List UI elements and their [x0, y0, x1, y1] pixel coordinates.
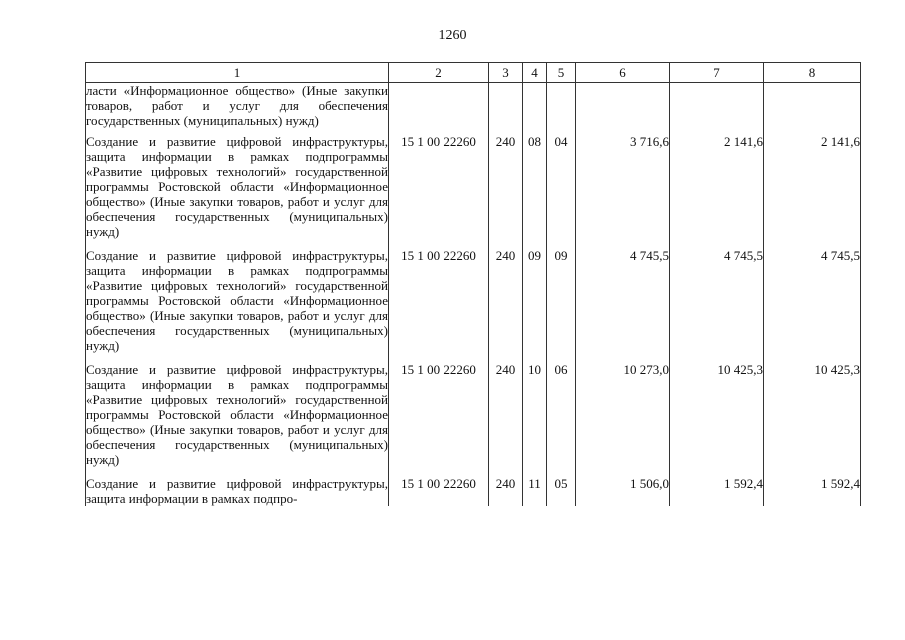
section-code: 09 [523, 248, 547, 362]
column-header: 5 [547, 63, 576, 83]
amount-2: 4 745,5 [670, 248, 764, 362]
amount-3 [764, 83, 861, 135]
expense-type: 240 [489, 248, 523, 362]
expense-name: Создание и развитие цифровой инфраструктуры, защита информации в рамках подпрограммы «Развитие цифровых технологий» государственной программы Ростовской области «Информационное общество» (Иные закупки товаров, работ и услуг для обеспечения государственных (муниципальных) нужд) [86, 248, 389, 362]
budget-table [85, 62, 861, 506]
amount-3: 10 425,3 [764, 362, 861, 476]
column-header: 2 [389, 63, 489, 83]
column-header: 7 [670, 63, 764, 83]
amount-2: 2 141,6 [670, 134, 764, 248]
target-article: 15 1 00 22260 [389, 476, 489, 506]
table-row [86, 362, 861, 476]
expense-type: 240 [489, 134, 523, 248]
amount-1: 10 273,0 [576, 362, 670, 476]
table-row [86, 83, 861, 135]
table-row [86, 134, 861, 248]
amount-1: 1 506,0 [576, 476, 670, 506]
amount-1: 3 716,6 [576, 134, 670, 248]
amount-1: 4 745,5 [576, 248, 670, 362]
subsection-code: 06 [547, 362, 576, 476]
subsection-code [547, 83, 576, 135]
expense-type: 240 [489, 476, 523, 506]
expense-name: ласти «Информационное общество» (Иные закупки товаров, работ и услуг для обеспечения государственных (муниципальных) нужд) [86, 83, 389, 135]
amount-2: 10 425,3 [670, 362, 764, 476]
section-code [523, 83, 547, 135]
header-row [86, 63, 861, 83]
target-article: 15 1 00 22260 [389, 362, 489, 476]
target-article [389, 83, 489, 135]
subsection-code: 05 [547, 476, 576, 506]
expense-name: Создание и развитие цифровой инфраструктуры, защита информации в рамках подпрограммы «Развитие цифровых технологий» государственной программы Ростовской области «Информационное общество» (Иные закупки товаров, работ и услуг для обеспечения государственных (муниципальных) нужд) [86, 134, 389, 248]
expense-name: Создание и развитие цифровой инфраструктуры, защита информации в рамках подпрограммы «Развитие цифровых технологий» государственной программы Ростовской области «Информационное общество» (Иные закупки товаров, работ и услуг для обеспечения государственных (муниципальных) нужд) [86, 362, 389, 476]
page-number: 1260 [438, 28, 467, 43]
amount-3: 1 592,4 [764, 476, 861, 506]
column-header: 1 [86, 63, 389, 83]
table-row [86, 248, 861, 362]
expense-type: 240 [489, 362, 523, 476]
column-header: 8 [764, 63, 861, 83]
column-header: 4 [523, 63, 547, 83]
column-header: 6 [576, 63, 670, 83]
subsection-code: 09 [547, 248, 576, 362]
table-row [86, 476, 861, 506]
amount-3: 2 141,6 [764, 134, 861, 248]
section-code: 08 [523, 134, 547, 248]
amount-3: 4 745,5 [764, 248, 861, 362]
expense-name: Создание и развитие цифровой инфраструктуры, защита информации в рамках подпро- [86, 476, 388, 506]
section-code: 10 [523, 362, 547, 476]
expense-type [489, 83, 523, 135]
amount-2 [670, 83, 764, 135]
target-article: 15 1 00 22260 [389, 248, 489, 362]
section-code: 11 [523, 476, 547, 506]
amount-1 [576, 83, 670, 135]
amount-2: 1 592,4 [670, 476, 764, 506]
subsection-code: 04 [547, 134, 576, 248]
target-article: 15 1 00 22260 [389, 134, 489, 248]
column-header: 3 [489, 63, 523, 83]
